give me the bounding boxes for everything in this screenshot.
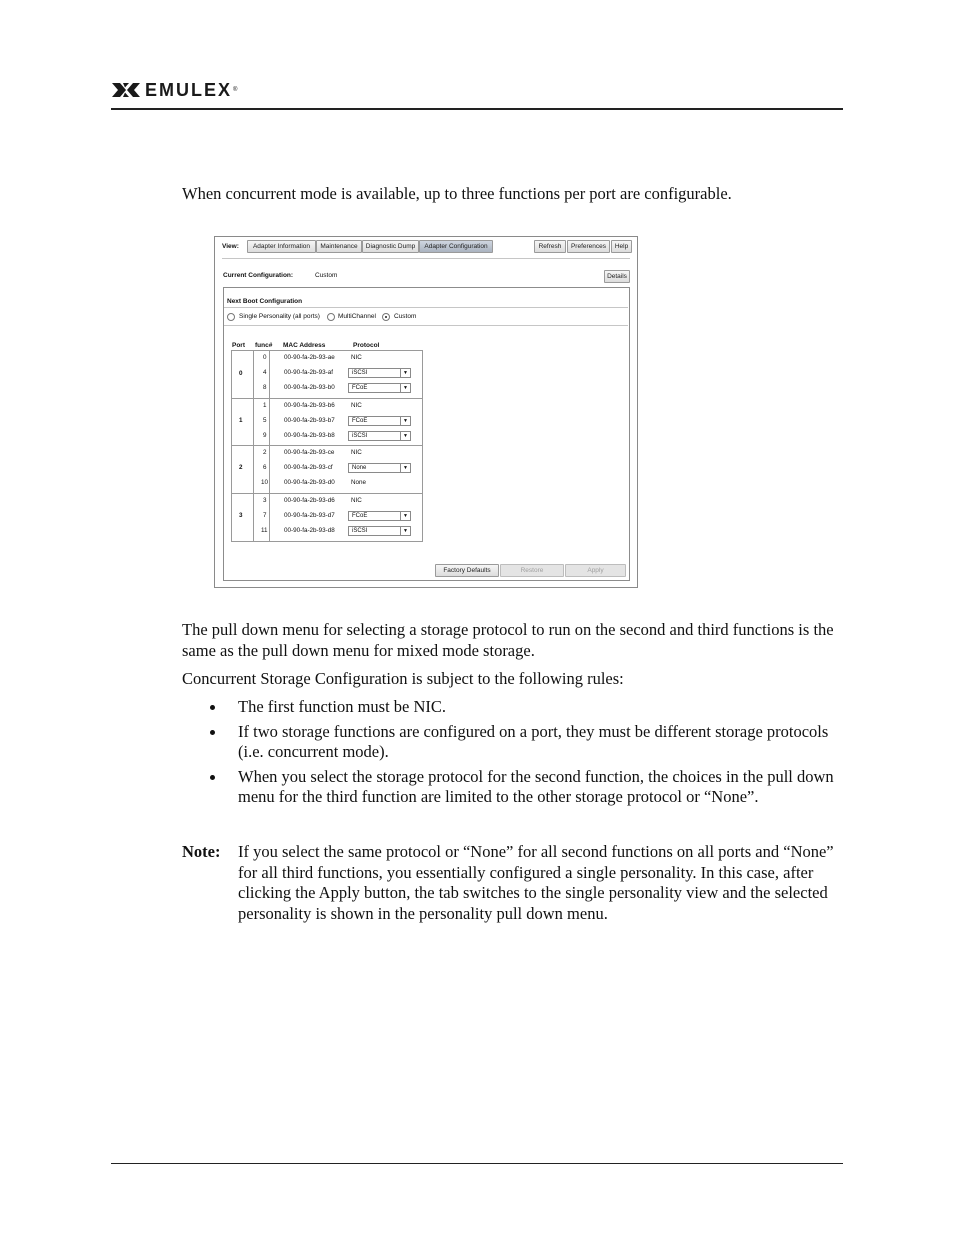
radio-single-personality-label: Single Personality (all ports) xyxy=(239,313,320,320)
port-group-separator xyxy=(231,445,423,446)
protocol-static: None xyxy=(351,479,367,486)
mac-address: 00-90-fa-2b-93-b0 xyxy=(284,384,335,391)
dropdown-value: FCoE xyxy=(352,385,368,391)
table-border xyxy=(231,350,423,351)
column-header-func: func# xyxy=(255,342,273,349)
func-number: 11 xyxy=(261,527,268,534)
rules-intro-paragraph: Concurrent Storage Configuration is subject to the following rules: xyxy=(182,669,624,688)
mac-address: 00-90-fa-2b-93-ae xyxy=(284,354,335,361)
chevron-down-icon: ▼ xyxy=(400,432,410,440)
radio-divider xyxy=(224,325,628,326)
mac-address: 00-90-fa-2b-93-d0 xyxy=(284,479,335,486)
port-label: 2 xyxy=(239,464,243,471)
column-header-mac: MAC Address xyxy=(283,342,326,349)
func-number: 6 xyxy=(263,464,267,471)
intro-paragraph: When concurrent mode is available, up to three functions per port are configurable. xyxy=(182,184,732,203)
port-label: 3 xyxy=(239,512,243,519)
dropdown-value: iSCSI xyxy=(352,528,368,534)
bullet-icon xyxy=(210,705,215,710)
current-config-value: Custom xyxy=(315,272,338,279)
rules-list xyxy=(182,697,842,812)
chevron-down-icon: ▼ xyxy=(400,512,410,520)
rule-text: The first function must be NIC. xyxy=(238,697,447,716)
mac-address: 00-90-fa-2b-93-cf xyxy=(284,464,333,471)
next-boot-divider xyxy=(224,307,628,308)
port-group-separator xyxy=(231,398,423,399)
mac-address: 00-90-fa-2b-93-d7 xyxy=(284,512,335,519)
mac-address: 00-90-fa-2b-93-af xyxy=(284,369,334,376)
brand-name: EMULEX xyxy=(145,79,233,100)
chevron-down-icon: ▼ xyxy=(400,384,410,392)
mac-address: 00-90-fa-2b-93-d8 xyxy=(284,527,335,534)
note-text: If you select the same protocol or “None” for all second functions on all ports and “None” for all third functions, you essentially configured a single personality. In this case, after clicking the Apply button, the tab switches to the single personality view and the selected personality is shown in the personality pull down menu. xyxy=(238,842,834,923)
emulex-logo xyxy=(111,80,237,100)
dropdown-value: FCoE xyxy=(352,418,368,424)
func-number: 10 xyxy=(261,479,269,486)
emulex-logo-mark-icon xyxy=(111,81,141,99)
radio-multichannel[interactable] xyxy=(327,313,335,321)
adapter-configuration-screenshot xyxy=(214,236,638,588)
toolbar-divider xyxy=(222,258,630,259)
dropdown-value: None xyxy=(352,465,367,471)
dropdown-value: iSCSI xyxy=(352,433,368,439)
port-group-separator xyxy=(231,493,423,494)
func-number: 1 xyxy=(263,402,267,409)
protocol-dropdown[interactable] xyxy=(348,416,411,426)
func-number: 4 xyxy=(263,369,267,376)
list-item xyxy=(182,722,842,763)
factory-defaults-button[interactable]: Factory Defaults xyxy=(435,564,499,577)
protocol-dropdown[interactable] xyxy=(348,368,411,378)
chevron-down-icon: ▼ xyxy=(400,369,410,377)
header-rule xyxy=(111,108,843,110)
tab-diagnostic-dump[interactable]: Diagnostic Dump xyxy=(362,240,419,253)
mac-address: 00-90-fa-2b-93-b6 xyxy=(284,402,335,409)
tab-maintenance[interactable]: Maintenance xyxy=(316,240,362,253)
func-number: 8 xyxy=(263,384,267,391)
func-number: 2 xyxy=(263,449,267,456)
table-column-line xyxy=(269,350,270,542)
protocol-static: NIC xyxy=(351,402,362,409)
next-boot-label: Next Boot Configuration xyxy=(227,298,303,305)
rule-text: If two storage functions are configured on a port, they must be different storage protocols (i.e. concurrent mode). xyxy=(238,721,829,761)
func-number: 7 xyxy=(263,512,267,519)
tab-adapter-configuration[interactable]: Adapter Configuration xyxy=(419,240,493,253)
chevron-down-icon: ▼ xyxy=(400,464,410,472)
rule-text: When you select the storage protocol for the second function, the choices in the pull down menu for the third function are limited to the other storage protocol or “None”. xyxy=(238,766,834,806)
protocol-menu-paragraph: The pull down menu for selecting a storage protocol to run on the second and third functions is the same as the pull down menu for mixed mode storage. xyxy=(182,620,834,660)
list-item xyxy=(182,767,842,808)
radio-custom[interactable] xyxy=(382,313,390,321)
mac-address: 00-90-fa-2b-93-d6 xyxy=(284,497,335,504)
table-border xyxy=(422,350,423,542)
table-column-line xyxy=(253,350,254,542)
table-border xyxy=(231,350,232,542)
table-border xyxy=(231,541,423,542)
dropdown-value: iSCSI xyxy=(352,370,368,376)
chevron-down-icon: ▼ xyxy=(400,417,410,425)
current-config-label: Current Configuration: xyxy=(223,272,294,279)
view-label: View: xyxy=(222,243,239,250)
mac-address: 00-90-fa-2b-93-b7 xyxy=(284,417,335,424)
tab-adapter-information[interactable]: Adapter Information xyxy=(247,240,316,253)
protocol-dropdown[interactable] xyxy=(348,383,411,393)
protocol-static: NIC xyxy=(351,354,362,361)
func-number: 3 xyxy=(263,497,267,504)
footer-rule xyxy=(111,1163,843,1164)
help-button[interactable]: Help xyxy=(611,240,632,253)
radio-custom-label: Custom xyxy=(394,313,417,320)
func-number: 5 xyxy=(263,417,267,424)
list-item xyxy=(182,697,842,718)
mac-address: 00-90-fa-2b-93-ce xyxy=(284,449,335,456)
apply-button[interactable]: Apply xyxy=(565,564,626,577)
dropdown-value: FCoE xyxy=(352,513,368,519)
note-label: Note: xyxy=(182,842,221,861)
chevron-down-icon: ▼ xyxy=(400,527,410,535)
port-label: 0 xyxy=(239,370,243,377)
protocol-dropdown[interactable] xyxy=(348,511,411,521)
port-function-table xyxy=(231,350,423,542)
bullet-icon xyxy=(210,775,215,780)
func-number: 0 xyxy=(263,354,267,361)
bullet-icon xyxy=(210,730,215,735)
protocol-dropdown[interactable] xyxy=(348,526,411,536)
brand-trademark: ® xyxy=(233,87,238,93)
func-number: 9 xyxy=(263,432,267,439)
port-label: 1 xyxy=(239,417,243,424)
refresh-button[interactable]: Refresh xyxy=(534,240,566,253)
preferences-button[interactable]: Preferences xyxy=(567,240,610,253)
restore-button[interactable]: Restore xyxy=(500,564,564,577)
protocol-dropdown[interactable] xyxy=(348,431,411,441)
column-header-protocol: Protocol xyxy=(353,342,380,349)
protocol-static: NIC xyxy=(351,449,362,456)
note-block xyxy=(182,842,842,924)
protocol-static: NIC xyxy=(351,497,362,504)
radio-multichannel-label: MultiChannel xyxy=(338,313,376,320)
column-header-port: Port xyxy=(232,342,245,349)
radio-single-personality[interactable] xyxy=(227,313,235,321)
protocol-dropdown[interactable] xyxy=(348,463,411,473)
mac-address: 00-90-fa-2b-93-b8 xyxy=(284,432,335,439)
details-button[interactable]: Details xyxy=(604,270,630,283)
